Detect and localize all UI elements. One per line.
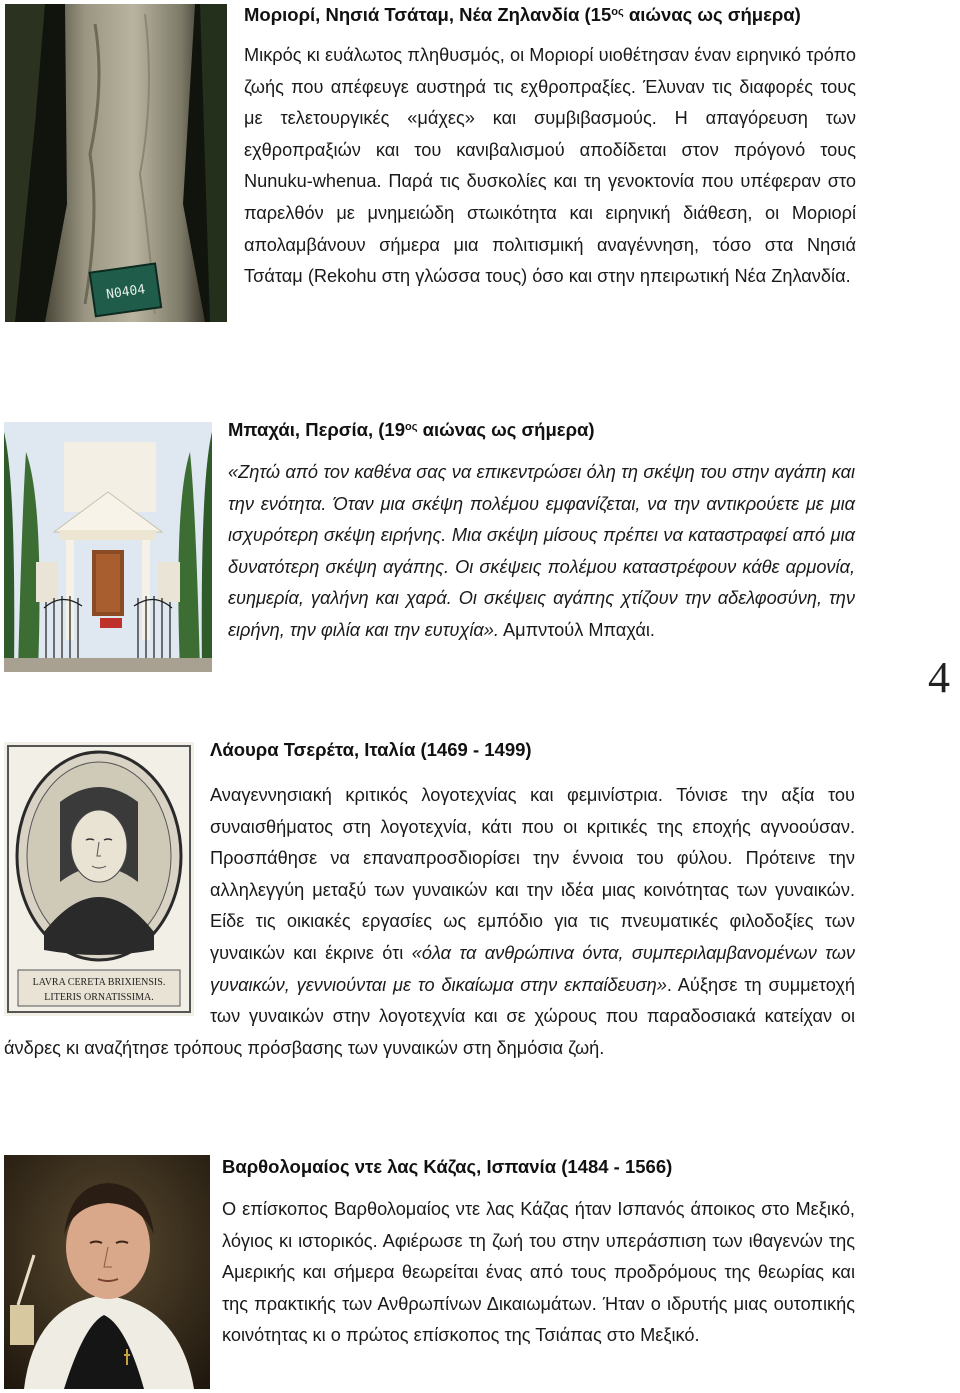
entry-title-moriori: Μοριορί, Νησιά Τσάταμ, Νέα Ζηλανδία ($15^{o\varsigma}$ αιώνας ως σήμερα) — [244, 4, 801, 25]
shrine-gate-photo — [4, 422, 212, 672]
bahai-quote: «Ζητώ από τον καθένα σας να επικεντρώσει όλη τη σκέψη του στην αγάπη και την ενότητα. Όταν μια σκέψη πολέμου εμφανίζεται, να την αντικρούετε με μια ισχυρότερη σκέψη ειρήνης. Μια σκέψη μίσους πρέπει να καταστραφεί από μια δυνατότερη σκέψη αγάπης. Οι σκέψεις πολέμου καταστρέφουν κάθε αρμονία, ευημερία, γαλήνη και χαρά. Οι σκέψεις αγάπης χτίζουν την αδελφοσύνη, την ειρήνη, την φιλία και την ευτυχία». — [228, 462, 855, 640]
entry-text-laura-cereta — [4, 780, 855, 1064]
entry-title-laura-cereta: Λάουρα Τσερέτα, Ιταλία (1469 - 1499) — [210, 739, 532, 760]
entry-text-moriori: Μικρός κι ευάλωτος πληθυσμός, οι Μοριορί υιοθέτησαν έναν ειρηνικό τρόπο ζωής που απέφευγε αυστηρά τις εχθροπραξίες. Έλυναν τις διαφορές τους με τελετουργικές «μάχες» και συμβιβασμούς. Η απαγόρευση των εχθροπραξιών και του κανιβαλισμού αποδίδεται στον πρόγονό τους Nunuku-whenua. Παρά τις δυσκολίες και τη γενοκτονία που υπέφεραν στο παρελθόν με μνημειώδη στωικότητα και ειρηνική διάθεση, οι Μοριορί απολαμβάνουν σήμερα μια πολιτισμική αναγέννηση, τόσο στα Νησιά Τσάταμ (Rekohu στη γλώσσα τους) όσο και στην ηπειρωτική Νέα Ζηλανδία. — [244, 45, 856, 287]
entry-text-de-las-casas: Ο επίσκοπος Βαρθολομαίος ντε λας Κάζας ήταν Ισπανός άποικος στο Μεξικό, λόγιος κι ιστορικός. Αφιέρωσε τη ζωή του στην υπεράσπιση των ιθαγενών της Αμερικής και σήμερα θεωρείται ένας από τους προδρόμους της θεωρίας και της πρακτικής των Ανθρωπίνων Δικαιωμάτων. Ήταν ο ιδρυτής μιας ουτοπικής κοινότητας κι ο πρώτος επίσκοπος της Τσιάπας στο Μεξικό. — [222, 1199, 855, 1346]
tree-tag-text: N0404 — [105, 282, 147, 303]
bahai-quote-author: Αμπντούλ Μπαχάι. — [498, 619, 655, 640]
entry-title-de-las-casas: Βαρθολομαίος ντε λας Κάζας, Ισπανία (1484 - 1566) — [222, 1156, 673, 1177]
laura-text-part-a: Αναγεννησιακή κριτικός λογοτεχνίας και φεμινίστρια. Τόνισε την αξία του συναισθήματος στη λογοτεχνία, κάτι που οι κριτικές της εποχής αγνοούσαν. Προσπάθησε να επαναπροσδιορίσει την έννοια του φύλου. Πρότεινε την αλληλεγγύη μεταξύ των γυναικών και την ιδέα μιας κοινότητας των γυναικών. Είδε τις οικιακές εργασίες ως εμπόδιο για τις πνευματικές φιλοδοξίες των γυναικών και έκρινε ότι — [210, 785, 855, 963]
tree-trunk-photo — [5, 4, 227, 322]
engraving-caption-line-1: LAVRA CERETA BRIXIENSIS. — [32, 977, 166, 988]
laura-text-part-b: . Αύξησε τη συμμετοχή των γυναικών στην λογοτεχνία και σε χώρους που παραδοσιακά κατείχαν οι άνδρες κι αναζήτησε τρόπους πρόσβασης των γυναικών στη δημόσια ζωή. — [4, 974, 855, 1058]
de-las-casas-portrait — [4, 1155, 210, 1389]
page-number: 4 — [928, 653, 950, 702]
engraving-caption-line-2: LITERIS ORNATISSIMA. — [44, 992, 154, 1003]
entry-quote-bahai — [228, 457, 855, 647]
text-wrap-spacer — [4, 780, 210, 1032]
laura-text-quote: «όλα τα ανθρώπινα όντα, συμπεριλαμβανομένων των γυναικών, γεννιούνται με το δικαίωμα στην εκπαίδευση» — [210, 942, 855, 995]
entry-title-bahai: Μπαχάι, Περσία, ($19^{o\varsigma}$ αιώνας ως σήμερα) — [228, 419, 595, 440]
